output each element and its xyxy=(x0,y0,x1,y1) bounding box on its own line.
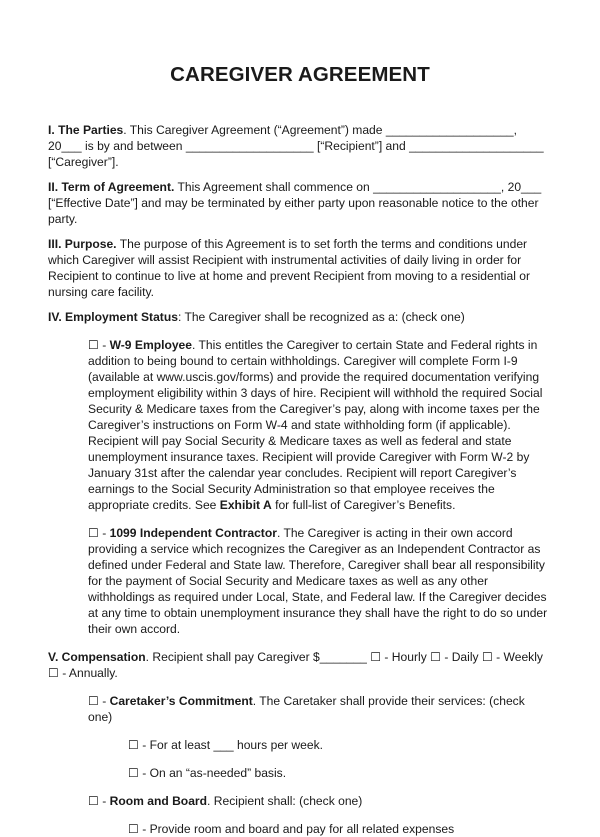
option-text: . The Caregiver is acting in their own accord providing a service which recognizes the Caregiver as an Independent Contractor as defined under Federal and State law. Therefore, Caregiver shall bear all responsibility for the payment of Social Security and Medicare taxes as well as any other withholdings as required under Local, State, and Federal law. If the Caregiver decides at any time to obtain unemployment insurance they shall have the right to do so under their own accord. xyxy=(88,526,548,636)
option-label: Room and Board xyxy=(109,794,208,808)
option-as-needed[interactable]: ☐ - On an “as-needed” basis. xyxy=(128,766,287,780)
section-text: . This Caregiver Agreement (“Agreement”) made ___________________, 20___ is by and between ___________________ [“Recipient”] and ____________________ [“Caregiver”]. xyxy=(48,123,544,169)
option-caretaker-commitment xyxy=(88,693,552,725)
document-title: CAREGIVER AGREEMENT xyxy=(170,63,430,86)
section-parties xyxy=(48,122,552,170)
option-label: W-9 Employee xyxy=(109,338,193,352)
section-text: This Agreement shall commence on ___________________, 20___ [“Effective Date”] and may be terminated by either party upon reasonable notice to the other party. xyxy=(48,180,542,226)
section-text: . Recipient shall pay Caregiver $_______ ☐ - Hourly ☐ - Daily ☐ - Weekly ☐ - Annually. xyxy=(48,650,543,680)
section-compensation xyxy=(48,649,552,681)
option-1099-contractor xyxy=(88,525,552,637)
section-term xyxy=(48,179,552,227)
section-purpose xyxy=(48,236,552,300)
option-label: Caretaker’s Commitment xyxy=(109,694,253,708)
option-text: . The Caretaker shall provide their services: (check one) xyxy=(88,694,525,724)
option-w9-employee xyxy=(88,337,552,513)
option-hours-per-week[interactable]: ☐ - For at least ___ hours per week. xyxy=(128,738,324,752)
option-provide-room-board[interactable]: ☐ - Provide room and board and pay for all related expenses xyxy=(128,822,455,836)
checkbox-1099[interactable]: ☐ - xyxy=(88,526,110,540)
section-text: The purpose of this Agreement is to set forth the terms and conditions under which Caregiver will assist Recipient with instrumental activities of daily living in order for Recipient to continue to live at home and prevent Recipient from moving to a residential or nursing care facility. xyxy=(48,237,530,299)
option-text: . Recipient shall: (check one) xyxy=(207,794,363,808)
section-heading: II. Term of Agreement. xyxy=(48,180,175,194)
option-text: . This entitles the Caregiver to certain State and Federal rights in addition to being bound to certain withholdings. Caregiver will complete Form I-9 (available at www.uscis.gov/forms) and provide the required documentation verifying employment eligibility within 3 days of hire. Recipient will withhold the required Social Security & Medicare taxes from the Caregiver’s pay, along with income taxes per the Caregiver’s instructions on Form W-4 and state withholding form (if applicable). Recipient will pay Social Security & Medicare taxes as well as federal and state unemployment insurance taxes. Recipient will provide Caregiver with Form W-2 by January 31st after the calendar year concludes. Recipient will report Caregiver’s earnings to the Social Security Administration so that employee receives the appropriate credits. See xyxy=(88,338,543,512)
section-text: : The Caregiver shall be recognized as a: (check one) xyxy=(177,310,465,324)
option-text-tail: for full-list of Caregiver’s Benefits. xyxy=(271,498,456,512)
checkbox-w9[interactable]: ☐ - xyxy=(88,338,110,352)
checkbox-commitment[interactable]: ☐ - xyxy=(88,694,110,708)
exhibit-reference: Exhibit A xyxy=(219,498,272,512)
document-body xyxy=(48,122,552,837)
section-heading: IV. Employment Status xyxy=(48,310,178,324)
option-label: 1099 Independent Contractor xyxy=(109,526,277,540)
section-heading: V. Compensation xyxy=(48,650,146,664)
section-heading: III. Purpose. xyxy=(48,237,117,251)
option-room-and-board xyxy=(88,793,552,809)
section-heading: I. The Parties xyxy=(48,123,124,137)
section-employment xyxy=(48,309,552,325)
checkbox-room-board[interactable]: ☐ - xyxy=(88,794,110,808)
